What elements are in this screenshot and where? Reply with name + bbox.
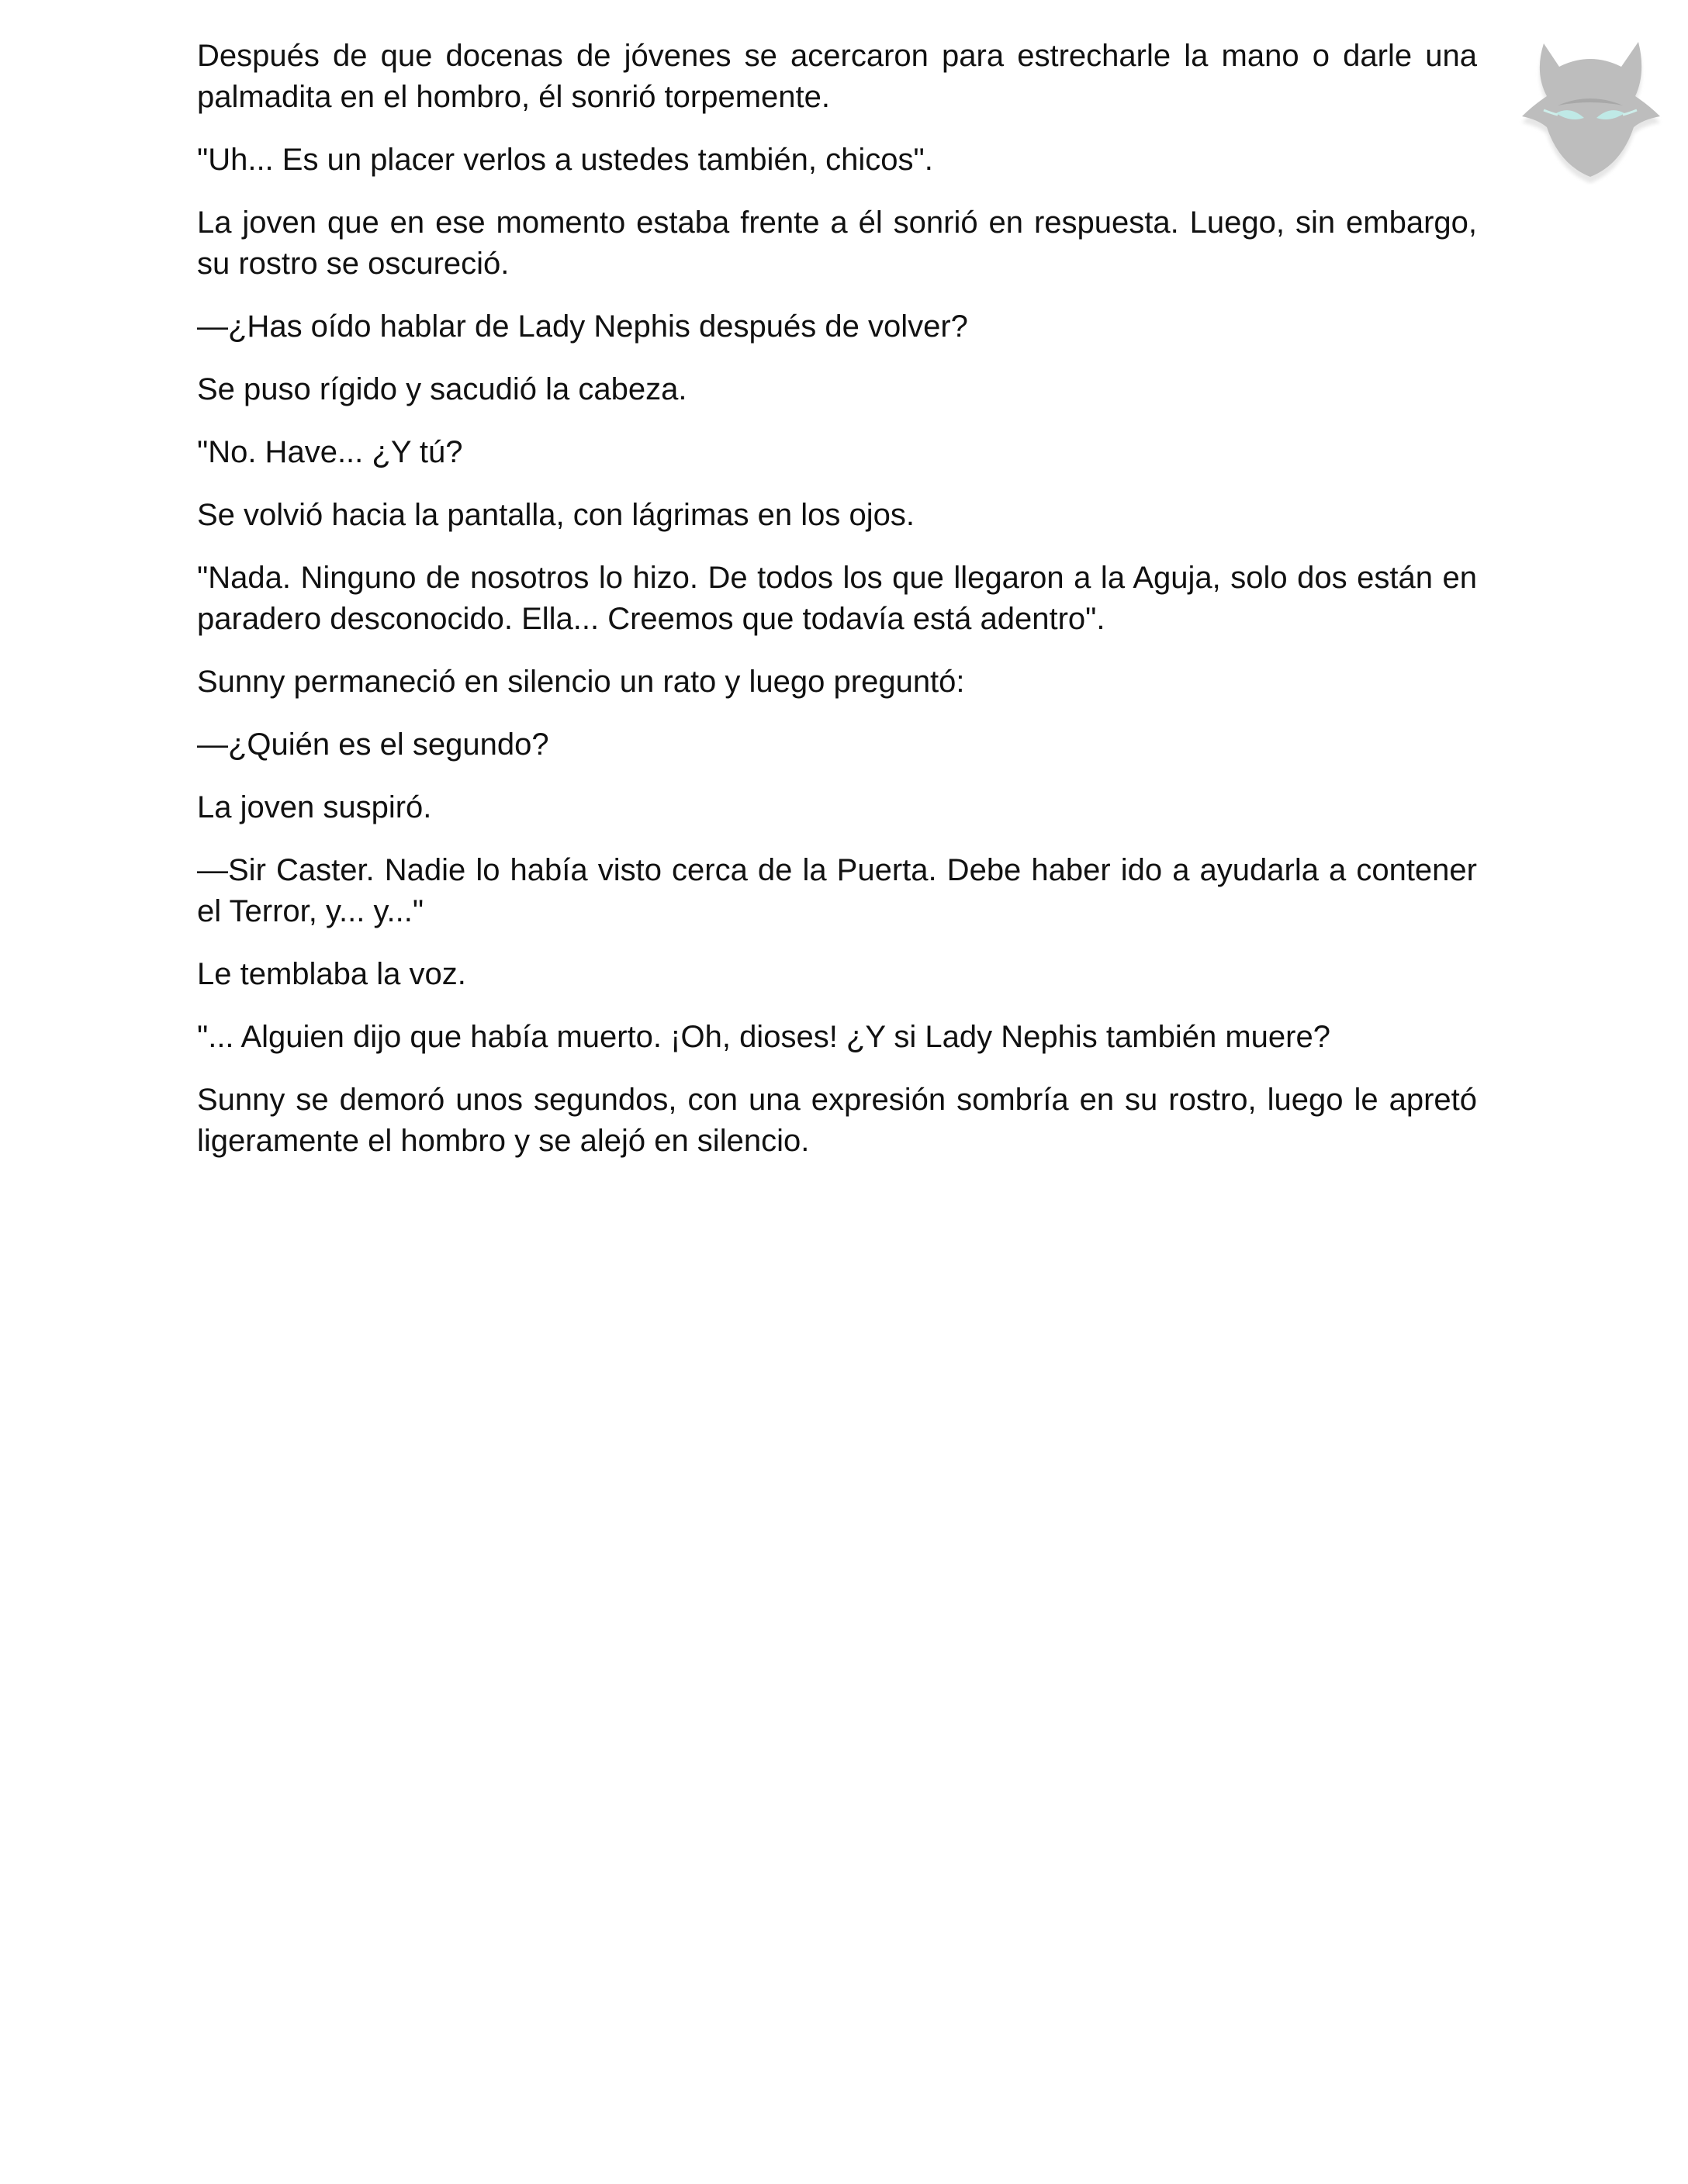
paragraph: Se volvió hacia la pantalla, con lágrimas en los ojos. (197, 498, 915, 532)
paragraph: —Sir Caster. Nadie lo había visto cerca de la Puerta. Debe haber ido a ayudarla a contener el Terror, y... y..." (197, 853, 1477, 928)
paragraph: "No. Have... ¿Y tú? (197, 435, 463, 469)
paragraph: Se puso rígido y sacudió la cabeza. (197, 372, 687, 406)
demon-head-icon (1513, 14, 1668, 185)
paragraph: "Nada. Ninguno de nosotros lo hizo. De todos los que llegaron a la Aguja, solo dos están en paradero desconocido. Ella... Creemos que todavía está adentro". (197, 561, 1477, 636)
paragraph: La joven suspiró. (197, 790, 432, 824)
paragraph: Después de que docenas de jóvenes se acercaron para estrecharle la mano o darle una palmadita en el hombro, él sonrió torpemente. (197, 39, 1477, 114)
paragraph: Sunny se demoró unos segundos, con una expresión sombría en su rostro, luego le apretó ligeramente el hombro y se alejó en silencio. (197, 1083, 1477, 1158)
paragraph: —¿Has oído hablar de Lady Nephis después de volver? (197, 309, 968, 344)
paragraph: Le temblaba la voz. (197, 957, 466, 991)
paragraph: —¿Quién es el segundo? (197, 727, 549, 762)
document-body (197, 36, 1477, 1184)
paragraph: Sunny permaneció en silencio un rato y luego preguntó: (197, 665, 965, 699)
paragraph: La joven que en ese momento estaba frente a él sonrió en respuesta. Luego, sin embargo, su rostro se oscureció. (197, 206, 1477, 281)
paragraph: "Uh... Es un placer verlos a ustedes también, chicos". (197, 143, 933, 177)
paragraph: "... Alguien dijo que había muerto. ¡Oh, dioses! ¿Y si Lady Nephis también muere? (197, 1020, 1330, 1054)
